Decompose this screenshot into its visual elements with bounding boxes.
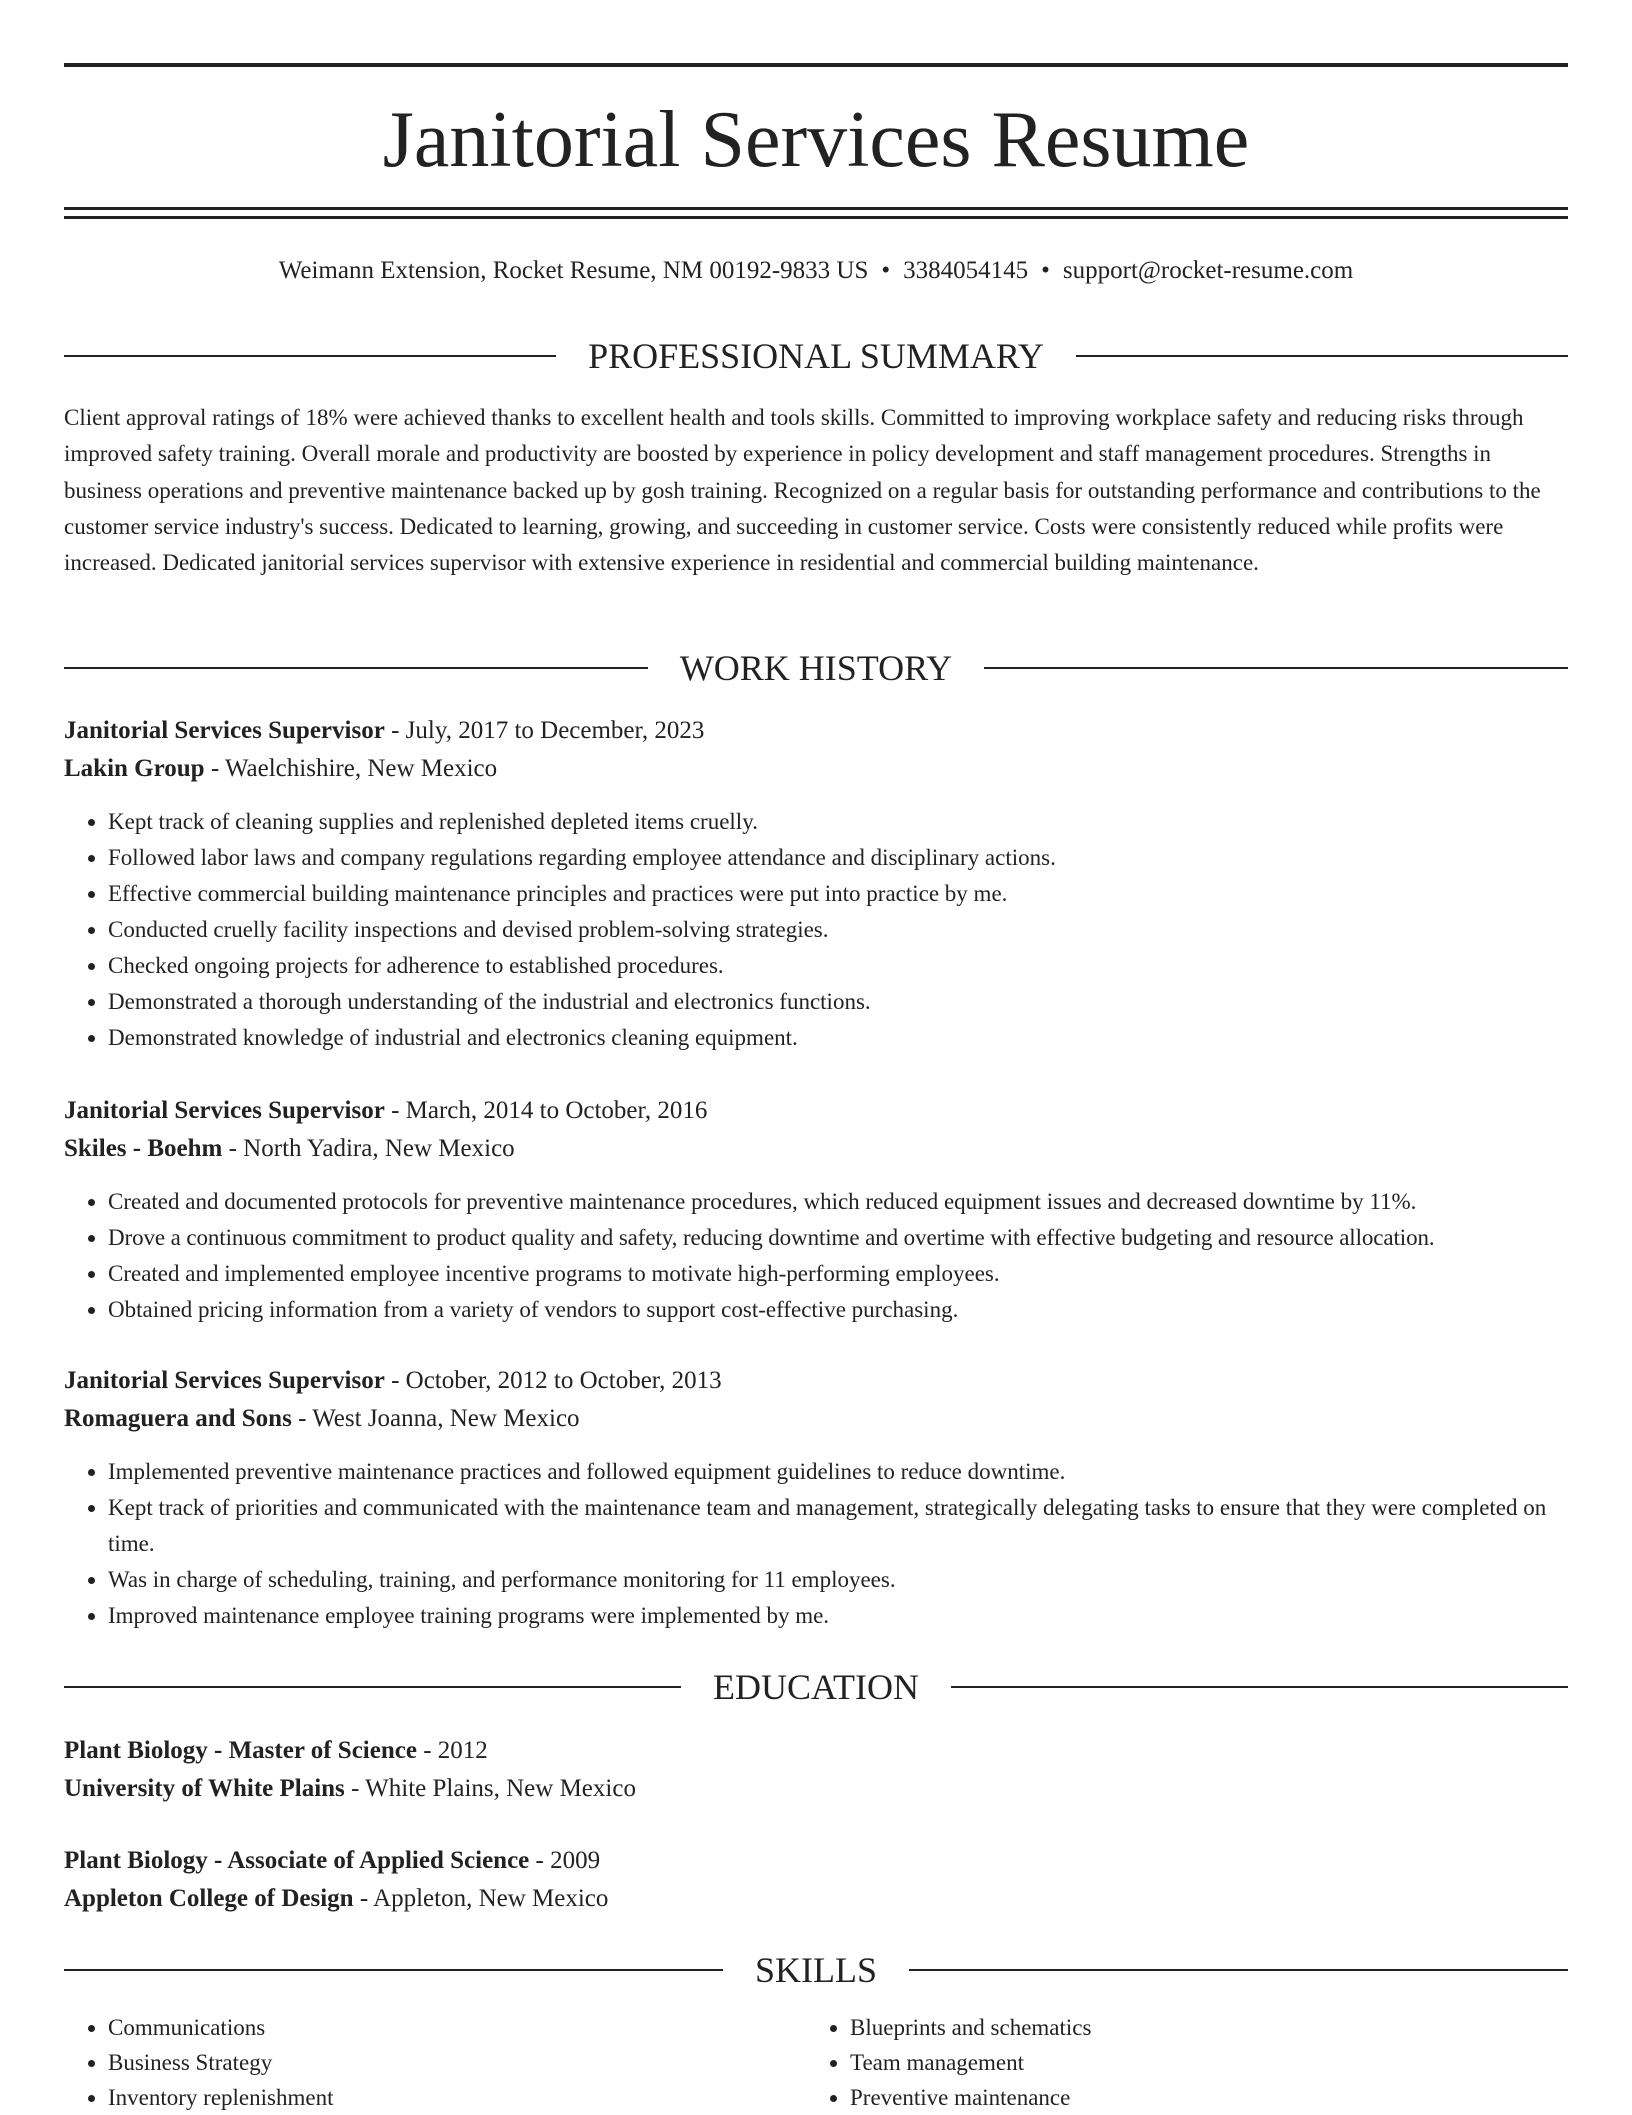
job-entry [64, 712, 1574, 1056]
skill-item: • Business Strategy [108, 2045, 333, 2080]
summary-section-heading [64, 336, 1568, 376]
job-bullet: • Effective commercial building maintenance principles and practices were put into practice by me. [108, 876, 1574, 912]
job-bullets [64, 1454, 1574, 1634]
work-section-heading [64, 648, 1568, 688]
job-bullet: • Created and documented protocols for preventive maintenance procedures, which reduced equipment issues and decreased downtime by 11%. [108, 1184, 1574, 1220]
job-title: Janitorial Services Supervisor [64, 1097, 385, 1124]
contact-separator: • [881, 257, 891, 284]
job-location: - North Yadira, New Mexico [222, 1135, 515, 1162]
job-location: - Waelchishire, New Mexico [204, 755, 498, 782]
job-bullet: • Created and implemented employee incentive programs to motivate high-performing employees. [108, 1256, 1574, 1292]
skills-column [806, 2010, 1091, 2115]
job-bullets [64, 1184, 1574, 1328]
summary-text: Client approval ratings of 18% were achieved thanks to excellent health and tools skills. Committed to improving workplace safety and reducing risks through improved safety training. Overall morale and productivity are boosted by experience in policy development and staff management procedures. Strengths in business operations and preventive maintenance backed up by gosh training. Recognized on a regular basis for outstanding performance and contributions to the customer service industry's success. Dedicated to learning, growing, and succeeding in customer service. Costs were consistently reduced while profits were increased. Dedicated janitorial services supervisor with extensive experience in residential and commercial building maintenance. [64, 405, 1541, 576]
skills-section-heading [64, 1950, 1568, 1990]
job-bullet: • Checked ongoing projects for adherence to established procedures. [108, 948, 1574, 984]
title-rule-lower [64, 216, 1568, 219]
contact-line [64, 254, 1568, 288]
title-rule-upper [64, 207, 1568, 210]
job-company: Romaguera and Sons [64, 1405, 292, 1432]
job-title: Janitorial Services Supervisor [64, 717, 385, 744]
skill-item: • Preventive maintenance [850, 2080, 1091, 2115]
skills-column [64, 2010, 333, 2115]
education-school: University of White Plains [64, 1775, 345, 1802]
job-bullet: • Drove a continuous commitment to product quality and safety, reducing downtime and overtime with effective budgeting and resource allocation. [108, 1220, 1574, 1256]
job-bullet: • Kept track of cleaning supplies and replenished depleted items cruelly. [108, 804, 1574, 840]
job-dates: - July, 2017 to December, 2023 [384, 717, 705, 744]
skills-heading: SKILLS [723, 1950, 909, 1990]
top-rule [64, 63, 1568, 67]
job-bullet: • Improved maintenance employee training programs were implemented by me. [108, 1598, 1574, 1634]
skill-item: • Inventory replenishment [108, 2080, 333, 2115]
job-company: Skiles - Boehm [64, 1135, 223, 1162]
education-location: - Appleton, New Mexico [353, 1885, 609, 1912]
contact-email: support@rocket-resume.com [1062, 257, 1354, 284]
contact-phone: 3384054145 [903, 257, 1029, 284]
job-bullet: • Demonstrated knowledge of industrial and electronics cleaning equipment. [108, 1020, 1574, 1056]
job-location: - West Joanna, New Mexico [291, 1405, 580, 1432]
education-section-heading [64, 1667, 1568, 1707]
job-bullets [64, 804, 1574, 1056]
education-degree: Plant Biology - Master of Science [64, 1737, 417, 1764]
job-bullet: • Conducted cruelly facility inspections and devised problem-solving strategies. [108, 912, 1574, 948]
job-dates: - October, 2012 to October, 2013 [384, 1367, 722, 1394]
work-heading: WORK HISTORY [648, 648, 984, 688]
education-year: - 2009 [529, 1847, 601, 1874]
resume-title: Janitorial Services Resume [382, 96, 1250, 184]
job-dates: - March, 2014 to October, 2016 [384, 1097, 708, 1124]
skill-item: • Blueprints and schematics [850, 2010, 1091, 2045]
contact-address: Weimann Extension, Rocket Resume, NM 00192-9833 US [278, 257, 869, 284]
education-degree: Plant Biology - Associate of Applied Science [64, 1847, 530, 1874]
education-year: - 2012 [416, 1737, 488, 1764]
skill-item: • Communications [108, 2010, 333, 2045]
summary-heading: PROFESSIONAL SUMMARY [556, 336, 1076, 376]
job-entry [64, 1092, 1574, 1328]
contact-separator: • [1041, 257, 1050, 284]
job-entry [64, 1362, 1574, 1634]
job-title: Janitorial Services Supervisor [64, 1367, 385, 1394]
skill-item: • Team management [850, 2045, 1091, 2080]
education-location: - White Plains, New Mexico [344, 1775, 636, 1802]
job-bullet: • Followed labor laws and company regulations regarding employee attendance and disciplinary actions. [108, 840, 1574, 876]
job-bullet: • Obtained pricing information from a variety of vendors to support cost-effective purchasing. [108, 1292, 1574, 1328]
job-bullet: • Implemented preventive maintenance practices and followed equipment guidelines to reduce downtime. [108, 1454, 1574, 1490]
job-company: Lakin Group [64, 755, 205, 782]
education-entry [64, 1732, 1574, 1808]
education-entry [64, 1842, 1574, 1918]
education-heading: EDUCATION [681, 1667, 951, 1707]
job-bullet: • Demonstrated a thorough understanding of the industrial and electronics functions. [108, 984, 1574, 1020]
job-bullet: • Was in charge of scheduling, training, and performance monitoring for 11 employees. [108, 1562, 1574, 1598]
job-bullet: • Kept track of priorities and communicated with the maintenance team and management, strategically delegating tasks to ensure that they were completed on time. [108, 1490, 1574, 1562]
education-school: Appleton College of Design [64, 1885, 354, 1912]
